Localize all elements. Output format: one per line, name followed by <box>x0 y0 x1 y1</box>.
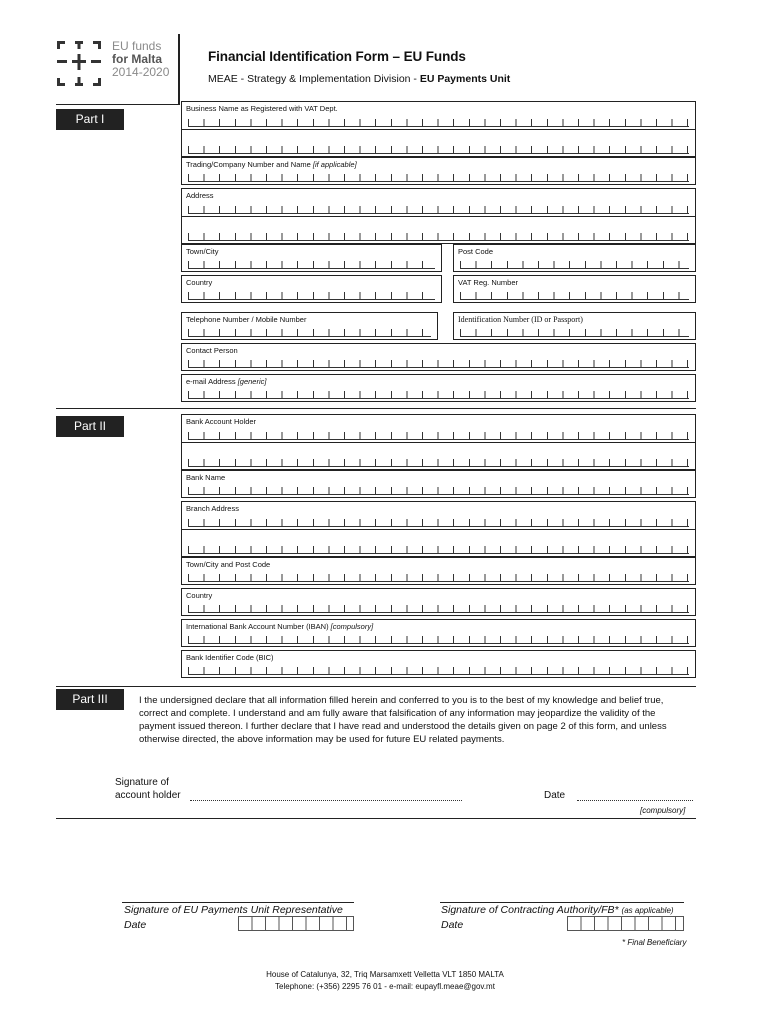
address-boxes-line2 <box>188 233 689 241</box>
address-boxes <box>188 206 689 214</box>
bank-town-post-label: Town/City and Post Code <box>186 560 271 569</box>
contact-person-label: Contact Person <box>186 346 238 355</box>
contact-person-boxes <box>188 360 689 368</box>
signature-date-label: Date <box>544 790 566 801</box>
trading-number-label <box>186 160 357 169</box>
account-holder-boxes <box>188 432 689 440</box>
iban-label <box>186 622 373 631</box>
part2-rule <box>56 408 696 409</box>
subtitle-bold: EU Payments Unit <box>419 73 511 85</box>
trading-number-note: [if applicable] <box>312 160 357 169</box>
post-code-boxes <box>460 261 689 269</box>
branch-address-boxes <box>188 519 689 527</box>
town-city-boxes <box>188 261 435 269</box>
final-beneficiary-footnote: * Final Beneficiary <box>622 938 687 947</box>
bank-town-post-boxes <box>188 574 689 582</box>
business-name-field-line2[interactable] <box>181 129 696 157</box>
footer-contact: Telephone: (+356) 2295 76 01 - e-mail: eupayfl.meae@gov.mt <box>275 982 495 991</box>
iban-note: [compulsory] <box>330 622 374 631</box>
eu-unit-date-label: Date <box>124 919 147 931</box>
signature-label-line1: Signature of <box>115 777 169 788</box>
identification-field[interactable] <box>453 312 696 340</box>
footer-address: House of Catalunya, 32, Triq Marsamxett Velletta VLT 1850 MALTA <box>266 970 504 979</box>
declaration-text: I the undersigned declare that all information filled herein and conferred to you is to the best of my knowledge and belief true, correct and complete. I understand and am fully aware that falsification of any information may jeopardize the validity of the payment issued thereon. I further declare that I have read and understood the details given on page 2 of this form, and unless otherwise directed, the above information may be used for future EU related payments. <box>139 695 667 745</box>
telephone-label: Telephone Number / Mobile Number <box>186 315 307 324</box>
bic-field[interactable] <box>181 650 696 678</box>
email-text: e-mail Address <box>186 377 236 386</box>
signature-account-holder-label <box>115 776 181 802</box>
iban-boxes <box>188 636 689 644</box>
signature-label-line2: account holder <box>115 790 181 801</box>
bank-town-post-field[interactable] <box>181 557 696 585</box>
address-field[interactable] <box>181 188 696 216</box>
post-code-label: Post Code <box>458 247 494 256</box>
post-code-field[interactable] <box>453 244 696 272</box>
part3-rule <box>56 686 696 687</box>
branch-address-field-line2[interactable] <box>181 529 696 557</box>
eu-funds-logo <box>56 40 176 90</box>
bank-country-field[interactable] <box>181 588 696 616</box>
branch-address-field[interactable] <box>181 501 696 529</box>
bic-label: Bank Identifier Code (BIC) <box>186 653 274 662</box>
bank-name-label: Bank Name <box>186 473 226 482</box>
account-holder-field[interactable] <box>181 414 696 442</box>
trading-number-text: Trading/Company Number and Name <box>186 160 311 169</box>
town-city-field[interactable] <box>181 244 442 272</box>
email-field[interactable] <box>181 374 696 402</box>
address-label: Address <box>186 191 214 200</box>
eu-unit-signature-label: Signature of EU Payments Unit Representative <box>124 904 343 916</box>
logo-line-3: 2014-2020 <box>112 65 170 79</box>
iban-text: International Bank Account Number (IBAN) <box>186 622 329 631</box>
country-field[interactable] <box>181 275 442 303</box>
logo-line-2: for Malta <box>112 52 163 66</box>
country-label: Country <box>186 278 213 287</box>
logo-line-1: EU funds <box>112 39 162 53</box>
eu-unit-date-boxes[interactable] <box>238 916 354 931</box>
email-boxes <box>188 391 689 399</box>
subtitle-prefix: MEAE - Strategy & Implementation Division - <box>208 73 420 85</box>
signature-account-holder-line[interactable] <box>190 800 462 801</box>
eu-cross-logo-icon <box>56 40 102 86</box>
compulsory-note: [compulsory] <box>640 806 686 815</box>
authority-signature-label: Signature of Contracting Authority/FB* <box>441 904 619 916</box>
part1-badge: Part I <box>56 109 124 130</box>
vat-reg-boxes <box>460 292 689 300</box>
business-name-boxes-line2 <box>188 146 689 154</box>
telephone-boxes <box>188 329 431 337</box>
email-note: [generic] <box>237 377 267 386</box>
telephone-field[interactable] <box>181 312 438 340</box>
business-name-field[interactable] <box>181 101 696 129</box>
bank-country-label: Country <box>186 591 213 600</box>
page-subtitle <box>208 73 510 85</box>
authority-date-boxes[interactable] <box>567 916 684 931</box>
account-holder-label: Bank Account Holder <box>186 417 257 426</box>
trading-number-field[interactable] <box>181 157 696 185</box>
account-holder-field-line2[interactable] <box>181 442 696 470</box>
branch-address-boxes-line2 <box>188 546 689 554</box>
bank-country-boxes <box>188 605 689 613</box>
part1-rule <box>56 104 180 105</box>
business-name-boxes <box>188 119 689 127</box>
signature-date-line[interactable] <box>577 800 693 801</box>
authority-date-label: Date <box>441 919 464 931</box>
branch-address-label: Branch Address <box>186 504 239 513</box>
page-title: Financial Identification Form – EU Funds <box>208 49 466 64</box>
part3-bottom-rule <box>56 818 696 819</box>
business-name-label: Business Name as Registered with VAT Dept. <box>186 104 338 113</box>
vat-reg-label: VAT Reg. Number <box>458 278 519 287</box>
contact-person-field[interactable] <box>181 343 696 371</box>
header-divider <box>178 34 180 104</box>
bank-name-field[interactable] <box>181 470 696 498</box>
address-field-line2[interactable] <box>181 216 696 244</box>
identification-label: Identification Number (ID or Passport) <box>458 315 583 324</box>
bank-name-boxes <box>188 487 689 495</box>
iban-field[interactable] <box>181 619 696 647</box>
country-boxes <box>188 292 435 300</box>
part3-badge: Part III <box>56 689 124 710</box>
bic-boxes <box>188 667 689 675</box>
account-holder-boxes-line2 <box>188 459 689 467</box>
authority-signature-note: (as applicable) <box>621 906 674 915</box>
email-label <box>186 377 266 386</box>
logo-text <box>112 40 169 79</box>
vat-reg-field[interactable] <box>453 275 696 303</box>
trading-number-boxes <box>188 174 689 182</box>
part2-badge: Part II <box>56 416 124 437</box>
identification-boxes <box>460 329 689 337</box>
town-city-label: Town/City <box>186 247 219 256</box>
